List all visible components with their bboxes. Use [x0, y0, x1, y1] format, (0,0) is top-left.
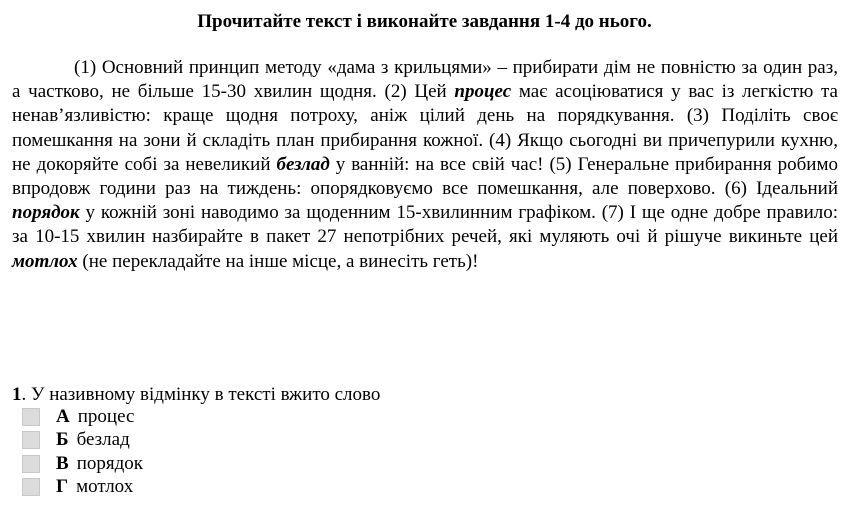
highlighted-word-1: процес [454, 81, 512, 103]
option-b[interactable] [22, 429, 143, 453]
answer-options [22, 405, 143, 499]
highlighted-word-4: мотлох [12, 250, 78, 272]
question-text: . У називному відмінку в тексті вжито слово [21, 384, 381, 405]
highlighted-word-2: безлад [276, 153, 330, 175]
text-part-2: має асоціюватися у вас із легкістю та ненав’язливістю: краще щодня потроху, аніж цілий день на порядкування. (3) Поділіть своє помешкання на зони й складіть план прибирання кожної. (4) Якщо сьогодні ви причепурили кухню, не докоряйте собі за невеликий [12, 81, 838, 175]
option-h-letter: Г [56, 476, 69, 498]
option-b-checkbox[interactable] [22, 431, 40, 449]
option-h[interactable] [22, 476, 143, 500]
reading-text [12, 56, 838, 274]
task-title: Прочитайте текст і виконайте завдання 1-4 до нього. [197, 11, 652, 32]
text-part-5: (не перекладайте на інше місце, а винесіть геть)! [77, 250, 479, 272]
text-part-4: у кожній зоні наводимо за щоденним 15-хвилинним графіком. (7) І ще одне добре правило: за 10-15 хвилин назбирайте в пакет 27 непотрібних речей, які муляють очі й рішуче викиньте цей [12, 202, 838, 248]
option-a-letter: А [56, 405, 70, 427]
option-v[interactable] [22, 452, 143, 476]
option-h-checkbox[interactable] [22, 478, 40, 496]
text-part-1: (1) Основний принцип методу «дама з крильцями» – прибирати дім не повністю за один раз, а частково, не більше 15-30 хвилин щодня. (2) Цей [12, 57, 838, 103]
option-a[interactable] [22, 405, 143, 429]
highlighted-word-3: порядок [12, 202, 80, 224]
option-v-checkbox[interactable] [22, 455, 40, 473]
question-1 [12, 383, 380, 407]
option-b-letter: Б [56, 429, 69, 451]
option-v-text: порядок [76, 452, 143, 474]
option-a-checkbox[interactable] [22, 408, 40, 426]
option-b-text: безлад [76, 429, 130, 451]
option-h-text: мотлох [76, 476, 134, 498]
text-part-3: у ванній: на все свій час! (5) Генеральне прибирання робимо впродовж години раз на тиждень: опорядковуємо все помешкання, але поверхово. (6) Ідеальний [12, 153, 838, 200]
option-a-text: процес [77, 405, 135, 427]
question-number: 1 [12, 384, 22, 405]
option-v-letter: В [56, 452, 69, 474]
